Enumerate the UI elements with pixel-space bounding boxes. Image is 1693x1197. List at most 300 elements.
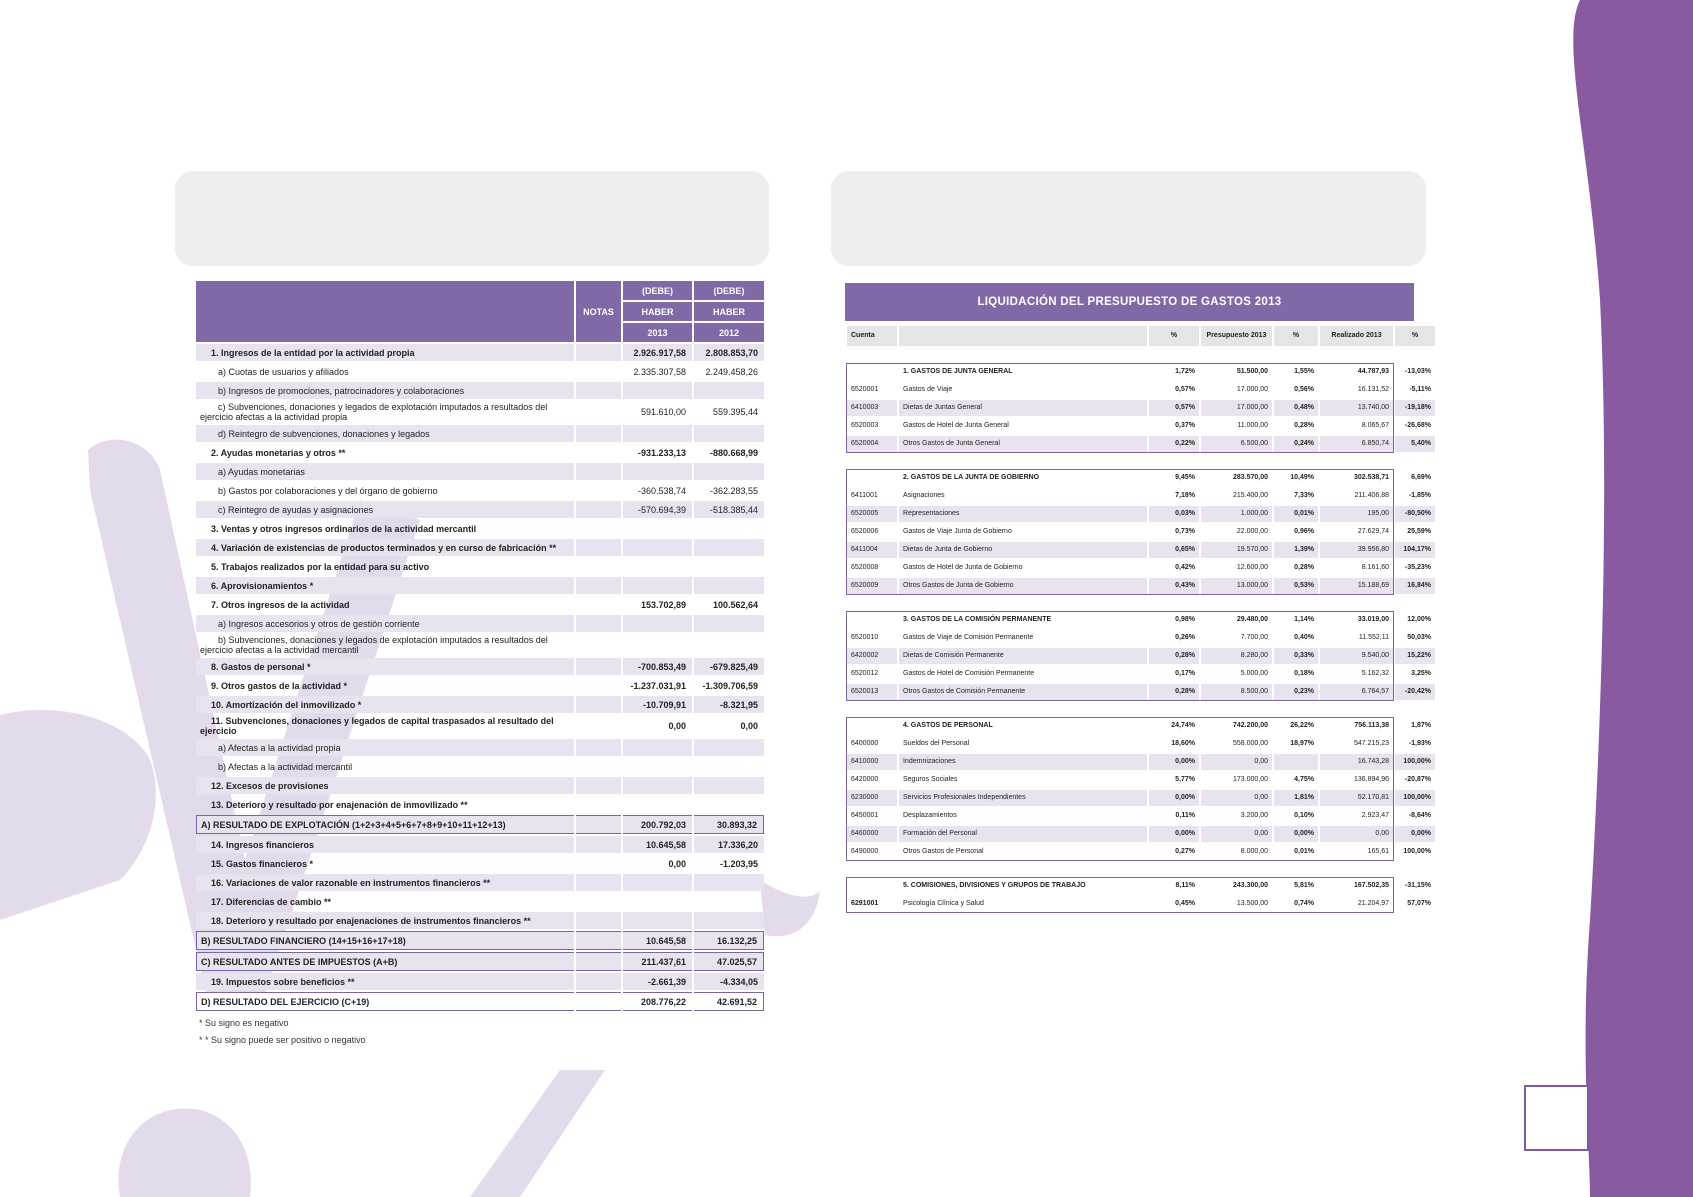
presupuesto-value: 558.000,00 (1232, 740, 1268, 747)
group-title-row (847, 364, 1435, 380)
pct-realized: 0,53% (1274, 578, 1318, 594)
pct-realized: 0,00% (1274, 826, 1318, 842)
presupuesto-value: 215.400,00 (1232, 492, 1268, 499)
row-notas (576, 596, 621, 613)
row-value-2013 (623, 463, 692, 480)
spacer-cell (847, 702, 1435, 716)
row-notas (576, 501, 621, 518)
pct-budget: 0,28% (1149, 648, 1199, 664)
group-pct-realized: 5,81% (1294, 882, 1314, 889)
row-value-2013: -360.538,74 (637, 485, 686, 496)
table-row (847, 772, 1435, 788)
row-value-2013 (623, 758, 692, 775)
pct-budget: 5,77% (1175, 776, 1195, 783)
row-concept: 18. Deterioro y resultado por enajenaciones de instrumentos financieros ** (196, 912, 574, 929)
row-value-2013 (623, 577, 692, 594)
row-concept: 11. Subvenciones, donaciones y legados de capital traspasados al resultado del ejercicio (200, 716, 554, 736)
table-row (196, 363, 764, 380)
pct-budget: 0,43% (1149, 578, 1199, 594)
row-value-2012: -679.825,49 (694, 658, 764, 675)
table-row (196, 558, 764, 575)
group-realizado: 302.538,71 (1353, 474, 1389, 481)
account-concept: Formación del Personal (899, 826, 1147, 842)
group-realizado: 33.019,00 (1357, 616, 1389, 623)
row-value-2012 (694, 739, 764, 756)
row-value-2013 (623, 739, 692, 756)
pct-variation: 100,00% (1395, 790, 1435, 806)
group-title: 5. COMISIONES, DIVISIONES Y GRUPOS DE TRABAJO (903, 882, 1086, 889)
result-row (196, 992, 764, 1011)
row-notas (576, 952, 621, 971)
result-row (196, 815, 764, 834)
account-code: 6450001 (851, 812, 879, 819)
pct-budget: 0,00% (1149, 826, 1199, 842)
row-notas (576, 836, 621, 853)
realizado-value: 11.552,11 (1358, 634, 1389, 641)
pct-budget: 0,45% (1175, 900, 1195, 907)
realizado-value: 6.850,74 (1320, 436, 1393, 452)
presupuesto-value: 0,00 (1201, 826, 1272, 842)
row-concept: 1. Ingresos de la entidad por la actividad propia (196, 344, 574, 361)
row-value-2012 (694, 520, 764, 537)
header-concept (196, 281, 574, 342)
account-code: 6520010 (851, 634, 879, 641)
row-concept: b) Subvenciones, donaciones y legados de explotación imputados a resultados del ejercicio afectas a la actividad mercantil (200, 635, 548, 655)
table-row (847, 666, 1435, 682)
row-concept: 3. Ventas y otros ingresos ordinarios de la actividad mercantil (211, 523, 477, 534)
group-spacer (847, 702, 1435, 716)
row-value-2012: 17.336,20 (694, 836, 764, 853)
row-value-2012 (694, 796, 764, 813)
header-pct-variation: % (1395, 326, 1435, 346)
row-concept: A) RESULTADO DE EXPLOTACIÓN (1+2+3+4+5+6+7+8+9+10+11+12+13) (196, 815, 574, 834)
table-row (196, 344, 764, 361)
table-row (196, 463, 764, 480)
presupuesto-value: 173.000,00 (1232, 776, 1268, 783)
pct-variation: 3,25% (1411, 670, 1431, 677)
row-value-2013: 591.610,00 (640, 407, 686, 417)
spacer-cell (847, 862, 1435, 876)
account-code: 6520013 (847, 684, 897, 700)
header-concepto (899, 326, 1147, 346)
row-value-2012: -362.283,55 (709, 485, 758, 496)
row-notas (576, 558, 621, 575)
right-header-card (831, 171, 1426, 266)
header-pct-realized: % (1274, 326, 1318, 346)
row-notas (576, 425, 621, 442)
row-value-2012 (694, 912, 764, 929)
row-value-2012 (694, 539, 764, 556)
row-notas (576, 758, 621, 775)
row-value-2013 (623, 796, 692, 813)
result-row (196, 931, 764, 950)
presupuesto-value: 19.570,00 (1201, 542, 1272, 558)
row-concept: B) RESULTADO FINANCIERO (14+15+16+17+18) (196, 931, 574, 950)
realizado-value: 136.894,96 (1353, 776, 1389, 783)
pct-variation: -8,64% (1408, 812, 1431, 819)
pct-variation: 0,00% (1395, 826, 1435, 842)
group-pct-realized: 26,22% (1290, 722, 1314, 729)
row-concept: b) Afectas a la actividad mercantil (218, 761, 353, 772)
row-concept: 12. Excesos de provisiones (196, 777, 574, 794)
row-value-2012: -518.385,44 (694, 501, 764, 518)
pct-budget: 0,42% (1175, 564, 1195, 571)
group-spacer (847, 454, 1435, 468)
header-notas: NOTAS (576, 281, 621, 342)
row-concept: 9. Otros gastos de la actividad * (211, 680, 348, 691)
realizado-value: 9.540,00 (1320, 648, 1393, 664)
table-row (196, 382, 764, 399)
row-notas (576, 973, 621, 990)
table-row (196, 444, 764, 461)
row-notas (576, 344, 621, 361)
pct-realized: 0,48% (1274, 400, 1318, 416)
pct-realized (1274, 754, 1318, 770)
realizado-value: 195,00 (1320, 506, 1393, 522)
row-value-2013: 153.702,89 (640, 599, 686, 610)
realizado-value: 21.204,97 (1357, 900, 1389, 907)
row-concept: 7. Otros ingresos de la actividad (211, 599, 350, 610)
table-row (847, 790, 1435, 806)
account-concept: Dietas de Comisión Permanente (899, 648, 1147, 664)
table-row (847, 684, 1435, 700)
pct-variation: -20,87% (1404, 776, 1431, 783)
row-concept: 5. Trabajos realizados por la entidad para su activo (211, 561, 430, 572)
spacer-cell (847, 596, 1435, 610)
row-value-2012 (694, 382, 764, 399)
table-row (847, 896, 1435, 912)
table-row (847, 754, 1435, 770)
table-row (196, 836, 764, 853)
row-concept: 13. Deterioro y resultado por enajenación de inmovilizado ** (211, 799, 468, 810)
realizado-value: 16.743,28 (1320, 754, 1393, 770)
table-row (847, 506, 1435, 522)
row-concept: a) Afectas a la actividad propia (196, 739, 574, 756)
pct-realized: 0,01% (1274, 506, 1318, 522)
row-concept: 10. Amortización del inmovilizado * (196, 696, 574, 713)
row-value-2012 (694, 425, 764, 442)
row-value-2012 (694, 758, 764, 775)
pct-variation: -80,50% (1395, 506, 1435, 522)
row-value-2012: 0,00 (740, 721, 758, 731)
row-notas (576, 615, 621, 632)
table-row (847, 736, 1435, 752)
row-concept: b) Ingresos de promociones, patrocinadores y colaboraciones (196, 382, 574, 399)
row-value-2013: 208.776,22 (623, 992, 692, 1011)
row-value-2012 (694, 893, 764, 910)
row-concept: 17. Diferencias de cambio ** (211, 896, 332, 907)
presupuesto-value: 7.700,00 (1240, 634, 1268, 641)
group-title: 1. GASTOS DE JUNTA GENERAL (903, 368, 1013, 375)
account-concept: Indemnizaciones (899, 754, 1147, 770)
presupuesto-value: 5.000,00 (1240, 670, 1268, 677)
row-value-2012: -8.321,95 (694, 696, 764, 713)
presupuesto-value: 8.500,00 (1201, 684, 1272, 700)
row-notas (576, 463, 621, 480)
realizado-value: 52.170,81 (1320, 790, 1393, 806)
row-value-2013: -10.709,91 (623, 696, 692, 713)
table-row (196, 658, 764, 675)
table-row (847, 524, 1435, 540)
left-header-card (175, 171, 769, 266)
header-2012-year: 2012 (694, 323, 764, 342)
row-value-2013: 211.437,61 (623, 952, 692, 971)
pct-budget: 0,28% (1149, 684, 1199, 700)
table-row (847, 488, 1435, 504)
realizado-value: 8.161,60 (1361, 564, 1389, 571)
row-notas (576, 893, 621, 910)
account-concept: Otros Gastos de Junta General (899, 436, 1147, 452)
account-concept: Psicología Clínica y Salud (903, 900, 984, 907)
pct-variation: -5,11% (1409, 386, 1431, 393)
presupuesto-value: 11.000,00 (1237, 422, 1268, 429)
row-notas (576, 912, 621, 929)
row-value-2012: 559.395,44 (712, 407, 758, 417)
group-realizado: 756.113,38 (1354, 722, 1389, 729)
account-code: 6520008 (851, 564, 879, 571)
pct-realized: 0,23% (1274, 684, 1318, 700)
group-code (847, 612, 897, 628)
row-concept: 4. Variación de existencias de productos terminados y en curso de fabricación ** (196, 539, 574, 556)
table-row (196, 425, 764, 442)
row-value-2013 (623, 425, 692, 442)
group-code (847, 470, 897, 486)
spacer-cell (847, 348, 1435, 362)
row-concept: a) Cuotas de usuarios y afiliados (218, 366, 349, 377)
group-pct-budget: 9,45% (1175, 474, 1195, 481)
account-code: 6460000 (847, 826, 897, 842)
pct-budget: 0,11% (1175, 812, 1195, 819)
row-notas (576, 739, 621, 756)
group-presupuesto: 742.200,00 (1232, 722, 1268, 729)
presupuesto-value: 6.500,00 (1201, 436, 1272, 452)
table-row (196, 973, 764, 990)
page-number-box (1524, 1085, 1589, 1151)
table-row (196, 501, 764, 518)
account-code: 6520003 (851, 422, 879, 429)
group-pct-realized: 1,55% (1294, 368, 1314, 375)
realizado-value: 39.956,80 (1320, 542, 1393, 558)
group-pct-budget: 8,11% (1175, 882, 1195, 889)
group-title: 2. GASTOS DE LA JUNTA DE GOBIERNO (903, 474, 1040, 481)
row-value-2013: 10.645,58 (623, 836, 692, 853)
table-row (196, 855, 764, 872)
account-code: 6291001 (851, 900, 879, 907)
table-row (847, 844, 1435, 860)
row-concept: d) Reintegro de subvenciones, donaciones y legados (196, 425, 574, 442)
row-concept: a) Ayudas monetarias (196, 463, 574, 480)
pct-budget: 0,03% (1149, 506, 1199, 522)
row-notas (576, 382, 621, 399)
spacer-cell (847, 454, 1435, 468)
realizado-value: 211.406,88 (1354, 492, 1389, 499)
presupuesto-value: 0,00 (1201, 790, 1272, 806)
table-row (196, 539, 764, 556)
presupuesto-value: 8.280,00 (1201, 648, 1272, 664)
row-concept: 2. Ayudas monetarias y otros ** (211, 447, 346, 458)
group-code (847, 878, 897, 894)
account-code: 6400000 (851, 740, 879, 747)
row-value-2013 (623, 539, 692, 556)
row-value-2013: 2.335.307,58 (633, 366, 686, 377)
row-value-2013: -1.237.031,91 (630, 680, 686, 691)
row-notas (576, 444, 621, 461)
row-value-2013 (623, 893, 692, 910)
row-concept: a) Ingresos accesorios y otros de gestión corriente (196, 615, 574, 632)
group-presupuesto: 283.570,00 (1232, 474, 1268, 481)
pct-realized: 0,74% (1294, 900, 1314, 907)
account-concept: Desplazamientos (903, 812, 957, 819)
table-row (847, 560, 1435, 576)
row-concept: 14. Ingresos financieros (196, 836, 574, 853)
realizado-value: 27.629,74 (1357, 528, 1389, 535)
presupuesto-value: 17.000,00 (1201, 400, 1272, 416)
account-concept: Sueldos del Personal (903, 740, 970, 747)
row-value-2013: 2.926.917,58 (623, 344, 692, 361)
account-code: 6520005 (847, 506, 897, 522)
row-notas (576, 658, 621, 675)
group-title-row (847, 718, 1435, 734)
row-value-2013 (623, 382, 692, 399)
group-spacer (847, 348, 1435, 362)
realizado-value: 547.215,23 (1353, 740, 1389, 747)
row-notas (576, 696, 621, 713)
pct-realized: 0,10% (1294, 812, 1314, 819)
table-row (847, 542, 1435, 558)
row-concept: D) RESULTADO DEL EJERCICIO (C+19) (196, 992, 574, 1011)
row-notas (576, 855, 621, 872)
realizado-value: 15.188,69 (1320, 578, 1393, 594)
row-notas (576, 401, 621, 423)
pct-variation: 5,40% (1395, 436, 1435, 452)
realizado-value: 8.065,67 (1361, 422, 1389, 429)
pct-realized: 0,18% (1294, 670, 1314, 677)
table-row (196, 596, 764, 613)
table-row (196, 912, 764, 929)
pct-realized: 7,33% (1294, 492, 1314, 499)
account-concept: Asignaciones (903, 492, 945, 499)
row-value-2013: 10.645,58 (623, 931, 692, 950)
row-value-2013: -700.853,49 (623, 658, 692, 675)
row-value-2012 (694, 558, 764, 575)
pct-variation: 57,07% (1407, 900, 1431, 907)
row-value-2013 (623, 777, 692, 794)
row-value-2013 (623, 558, 692, 575)
realizado-value: 6.764,57 (1320, 684, 1393, 700)
table-row (847, 630, 1435, 646)
account-concept: Otros Gastos de Comisión Permanente (899, 684, 1147, 700)
table-row (196, 482, 764, 499)
row-concept: C) RESULTADO ANTES DE IMPUESTOS (A+B) (196, 952, 574, 971)
pct-variation: 16,84% (1395, 578, 1435, 594)
row-notas (576, 992, 621, 1011)
realizado-value: 165,61 (1367, 848, 1389, 855)
row-notas (576, 796, 621, 813)
account-concept: Servicios Profesionales Independientes (899, 790, 1147, 806)
pct-realized: 0,40% (1294, 634, 1314, 641)
group-presupuesto: 243.300,00 (1232, 882, 1268, 889)
row-value-2012: -880.668,99 (709, 447, 758, 458)
pct-budget: 0,27% (1175, 848, 1195, 855)
pct-variation: -26,68% (1404, 422, 1431, 429)
row-concept: 16. Variaciones de valor razonable en instrumentos financieros ** (196, 874, 574, 891)
row-value-2013: 200.792,03 (623, 815, 692, 834)
account-concept: Gastos de Viaje Junta de Gobierno (903, 528, 1012, 535)
presupuesto-value: 22.000,00 (1236, 528, 1268, 535)
group-pct-variation: -13,03% (1404, 368, 1431, 375)
realizado-value: 2.923,47 (1361, 812, 1389, 819)
pct-realized: 0,01% (1294, 848, 1314, 855)
table-row (196, 696, 764, 713)
pct-variation: 104,17% (1395, 542, 1435, 558)
account-code: 6520004 (847, 436, 897, 452)
group-title-row (847, 612, 1435, 628)
pct-budget: 0,00% (1149, 790, 1199, 806)
table-row (196, 634, 764, 656)
account-code: 6230000 (847, 790, 897, 806)
pct-realized: 0,33% (1274, 648, 1318, 664)
row-notas (576, 931, 621, 950)
group-title-row (847, 878, 1435, 894)
account-concept: Representaciones (899, 506, 1147, 522)
row-concept: 8. Gastos de personal * (196, 658, 574, 675)
pct-variation: 100,00% (1403, 848, 1431, 855)
account-concept: Otros Gastos de Junta de Gobierno (899, 578, 1147, 594)
account-concept: Gastos de Viaje de Comisión Permanente (903, 634, 1034, 641)
pct-budget: 7,18% (1175, 492, 1195, 499)
group-code (847, 364, 897, 380)
table-row (847, 648, 1435, 664)
group-title-row (847, 470, 1435, 486)
group-presupuesto: 29.480,00 (1236, 616, 1268, 623)
table-row (196, 796, 764, 813)
pct-realized: 0,28% (1294, 564, 1314, 571)
footnote-either: * * Su signo puede ser positivo o negativo (199, 1035, 366, 1045)
row-value-2012: 42.691,52 (694, 992, 764, 1011)
group-realizado: 167.502,35 (1353, 882, 1389, 889)
account-code: 6490000 (851, 848, 879, 855)
account-code: 6520009 (847, 578, 897, 594)
row-value-2012 (694, 634, 764, 656)
account-concept: Gastos de Hotel de Comisión Permanente (903, 670, 1035, 677)
table-row (196, 758, 764, 775)
pct-realized: 0,24% (1274, 436, 1318, 452)
pct-budget: 0,37% (1175, 422, 1195, 429)
pct-realized: 1,39% (1274, 542, 1318, 558)
header-2013-haber: HABER (623, 302, 692, 321)
row-value-2013: -931.233,13 (637, 447, 686, 458)
pct-variation: 100,00% (1395, 754, 1435, 770)
account-code: 6520001 (851, 386, 879, 393)
presupuesto-value: 17.000,00 (1236, 386, 1268, 393)
presupuesto-value: 13.500,00 (1236, 900, 1268, 907)
pct-variation: 25,59% (1407, 528, 1431, 535)
row-notas (576, 520, 621, 537)
account-concept: Dietas de Juntas General (899, 400, 1147, 416)
group-presupuesto: 51.500,00 (1236, 368, 1268, 375)
pct-budget: 0,57% (1149, 400, 1199, 416)
group-pct-budget: 1,72% (1175, 368, 1195, 375)
account-code: 6420000 (851, 776, 879, 783)
income-statement-table (194, 279, 766, 1013)
pct-variation: -1,85% (1408, 492, 1431, 499)
row-value-2013: 0,00 (668, 721, 686, 731)
table-row (196, 577, 764, 594)
row-notas (576, 777, 621, 794)
row-value-2013 (623, 912, 692, 929)
presupuesto-value: 12.600,00 (1236, 564, 1268, 571)
account-code: 6411001 (851, 492, 878, 499)
